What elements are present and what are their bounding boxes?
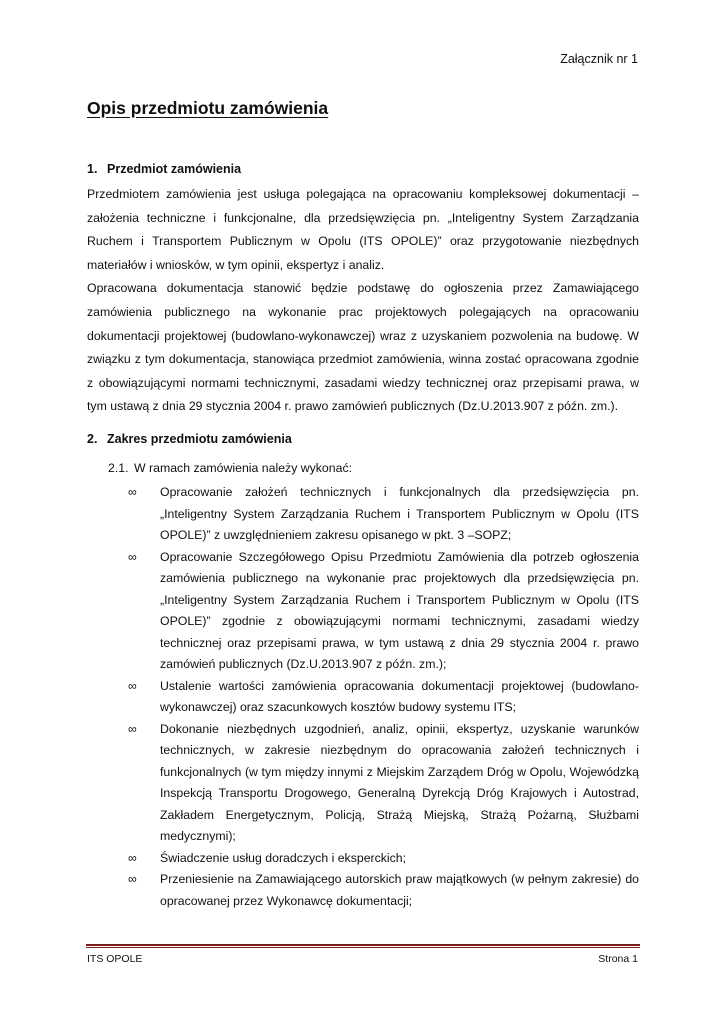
infinity-bullet-icon: ∞ <box>128 549 137 564</box>
list-item-text: Dokonanie niezbędnych uzgodnień, analiz, opinii, ekspertyz, uzyskanie warunków technicznych, w zakresie niezbędnym do opracowania założeń technicznych i funkcjonalnych (w tym między innymi z Miejskim Zarządem Dróg w Opolu, Wojewódzką Inspekcją Transportu Drogowego, Generalną Dyrekcją Dróg Krajowych i Autostrad, Zakładem Energetycznym, Policją, Strażą Miejską, Strażą Pożarną, Służbami medycznymi); <box>160 721 639 843</box>
scope-list <box>128 482 639 912</box>
list-item-text: Opracowanie Szczegółowego Opisu Przedmiotu Zamówienia dla potrzeb ogłoszenia zamówienia publicznego na wykonanie prac projektowych dla przedsięwzięcia pn. „Inteligentny System Zarządzania Ruchem i Transportem Publicznym w Opolu (ITS OPOLE)” zgodnie z obowiązującymi normami technicznymi, zasadami wiedzy technicznej oraz przepisami prawa, w tym ustawą z dnia 29 stycznia 2004 r. prawo zamówień publicznych (Dz.U.2013.907 z późn. zm.); <box>160 549 639 671</box>
list-item <box>128 869 639 912</box>
section-1-body <box>87 183 639 419</box>
footer-divider-thin <box>86 947 640 948</box>
section-2-heading <box>87 432 292 446</box>
list-item-text: Przeniesienie na Zamawiającego autorskich praw majątkowych (w pełnym zakresie) do opracowanej przez Wykonawcę dokumentacji; <box>160 872 639 908</box>
list-item <box>128 482 639 547</box>
section-2-number: 2. <box>87 432 98 446</box>
infinity-bullet-icon: ∞ <box>128 485 137 499</box>
subsection-text: W ramach zamówienia należy wykonać: <box>134 461 353 475</box>
annex-label: Załącznik nr 1 <box>560 52 638 66</box>
list-item <box>128 676 639 719</box>
infinity-bullet-icon: ∞ <box>128 678 137 693</box>
document-title: Opis przedmiotu zamówienia <box>87 98 329 118</box>
list-item-text: Ustalenie wartości zamówienia opracowania dokumentacji projektowej (budowlano-wykonawczej) oraz szacunkowych kosztów budowy systemu ITS; <box>160 678 639 714</box>
paragraph-1: Przedmiotem zamówienia jest usługa polegająca na opracowaniu kompleksowej dokumentacji – założenia techniczne i funkcjonalne, dla przedsięwzięcia pn. „Inteligentny System Zarządzania Ruchem i Transportem Publicznym w Opolu (ITS OPOLE)” oraz przygotowanie niezbędnych materiałów i wniosków, w tym opinii, ekspertyz i analiz. <box>87 187 639 272</box>
footer-divider <box>86 944 640 946</box>
section-2-title: Zakres przedmiotu zamówienia <box>107 432 292 446</box>
footer-page-number: Strona 1 <box>598 953 638 965</box>
subsection-number: 2.1. <box>108 461 129 475</box>
infinity-bullet-icon: ∞ <box>128 721 137 736</box>
infinity-bullet-icon: ∞ <box>128 872 137 886</box>
list-item <box>128 848 639 870</box>
list-item-text: Świadczenie usług doradczych i eksperckich; <box>160 850 407 865</box>
footer-project-name: ITS OPOLE <box>87 953 143 965</box>
subsection-2-1 <box>108 461 352 475</box>
section-1-title: Przedmiot zamówienia <box>107 162 242 176</box>
section-1-number: 1. <box>87 162 98 176</box>
list-item <box>128 547 639 676</box>
infinity-bullet-icon: ∞ <box>128 850 137 865</box>
paragraph-2: Opracowana dokumentacja stanowić będzie podstawę do ogłoszenia przez Zamawiającego zamówienia publicznego na wykonanie prac projektowych polegających na opracowaniu dokumentacji projektowej (budowlano-wykonawczej) wraz z uzyskaniem pozwolenia na budowę. W związku z tym dokumentacja, stanowiąca przedmiot zamówienia, winna zostać opracowana zgodnie z obowiązującymi normami technicznymi, zasadami wiedzy technicznej oraz przepisami prawa, w tym ustawą z dnia 29 stycznia 2004 r. prawo zamówień publicznych (Dz.U.2013.907 z późn. zm.). <box>87 281 639 414</box>
section-1-heading <box>87 162 241 176</box>
list-item <box>128 719 639 848</box>
list-item-text: Opracowanie założeń technicznych i funkcjonalnych dla przedsięwzięcia pn. „Inteligentny System Zarządzania Ruchem i Transportem Publicznym w Opolu (ITS OPOLE)” z uwzględnieniem zakresu opisanego w pkt. 3 –SOPZ; <box>160 485 639 542</box>
